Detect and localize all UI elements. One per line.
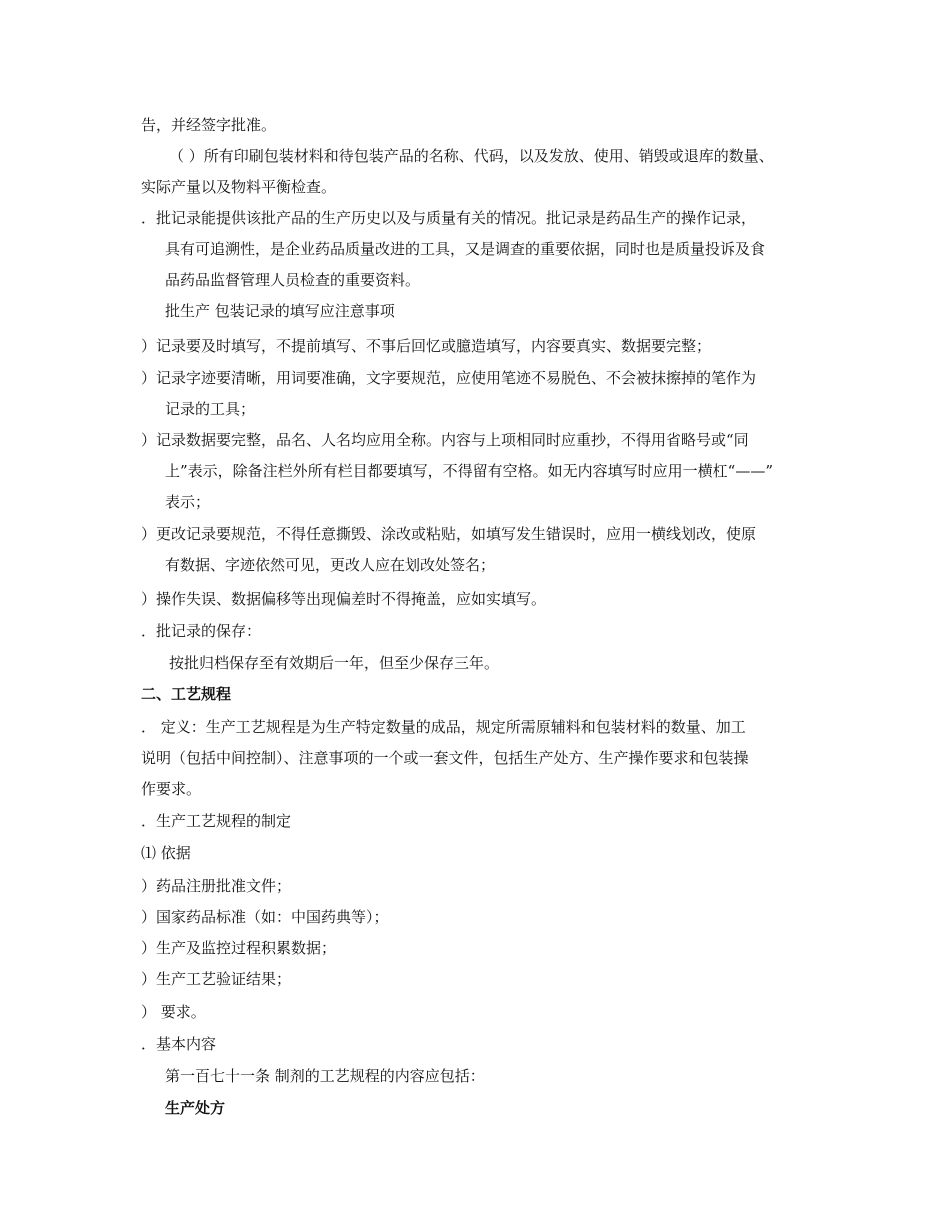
- text-line: ．批记录能提供该批产品的生产历史以及与质量有关的情况。批记录是药品生产的操作记录，: [141, 209, 757, 227]
- text-line: ）国家药品标准（如：中国药典等）；: [141, 908, 389, 926]
- subsection-heading: 生产处方: [165, 1099, 226, 1117]
- text-line: ）记录要及时填写，不提前填写、不事后回忆或臆造填写，内容要真实、数据要完整；: [141, 337, 712, 355]
- text-line: ．批记录的保存：: [141, 622, 262, 640]
- text-line: （ ）所有印刷包装材料和待包装产品的名称、代码，以及发放、使用、销毁或退库的数量、: [169, 147, 774, 165]
- text-line: ）操作失误、数据偏移等出现偏差时不得掩盖，应如实填写。: [141, 590, 547, 608]
- text-line: 作要求。: [141, 780, 202, 798]
- text-line: ．生产工艺规程的制定: [141, 812, 292, 830]
- text-line: 表示；: [165, 493, 211, 511]
- text-line: 记录的工具；: [165, 400, 256, 418]
- text-line: ．基本内容: [141, 1035, 217, 1053]
- text-line: 有数据、字迹依然可见，更改人应在划改处签名；: [165, 556, 496, 574]
- text-line: ） 要求。: [141, 1003, 206, 1021]
- text-line: ）记录字迹要清晰，用词要准确，文字要规范，应使用笔迹不易脱色、不会被抹擦掉的笔作为: [141, 369, 757, 387]
- text-line: 说明（包括中间控制）、注意事项的一个或一套文件，包括生产处方、生产操作要求和包装操: [141, 749, 749, 767]
- text-line: 具有可追溯性，是企业药品质量改进的工具，又是调查的重要依据，同时也是质量投诉及食: [165, 240, 766, 258]
- text-line: ）生产及监控过程积累数据；: [141, 939, 337, 957]
- section-heading: 二、工艺规程: [141, 685, 232, 703]
- text-line: ）记录数据要完整，品名、人名均应用全称。内容与上项相同时应重抄，不得用省略号或“同: [141, 431, 749, 449]
- text-line: ⑴ 依据: [141, 844, 191, 862]
- text-line: ）药品注册批准文件；: [141, 877, 292, 895]
- text-line: 按批归档保存至有效期后一年，但至少保存三年。: [169, 654, 500, 672]
- text-line: 实际产量以及物料平衡检查。: [141, 178, 337, 196]
- text-line: ． 定义：生产工艺规程是为生产特定数量的成品，规定所需原辅料和包装材料的数量、加工: [141, 718, 746, 736]
- text-line: 告，并经签字批准。: [141, 116, 277, 134]
- section-subheading: 批生产 包装记录的填写应注意事项: [165, 302, 395, 320]
- text-line: 品药品监督管理人员检查的重要资料。: [165, 271, 421, 289]
- text-line: ）生产工艺验证结果；: [141, 970, 292, 988]
- text-line: 上”表示，除备注栏外所有栏目都要填写，不得留有空格。如无内容填写时应用一横杠“——”: [165, 462, 774, 480]
- text-line: 第一百七十一条 制剂的工艺规程的内容应包括：: [165, 1067, 485, 1085]
- text-line: ）更改记录要规范，不得任意撕毁、涂改或粘贴，如填写发生错误时，应用一横线划改，使原: [141, 525, 757, 543]
